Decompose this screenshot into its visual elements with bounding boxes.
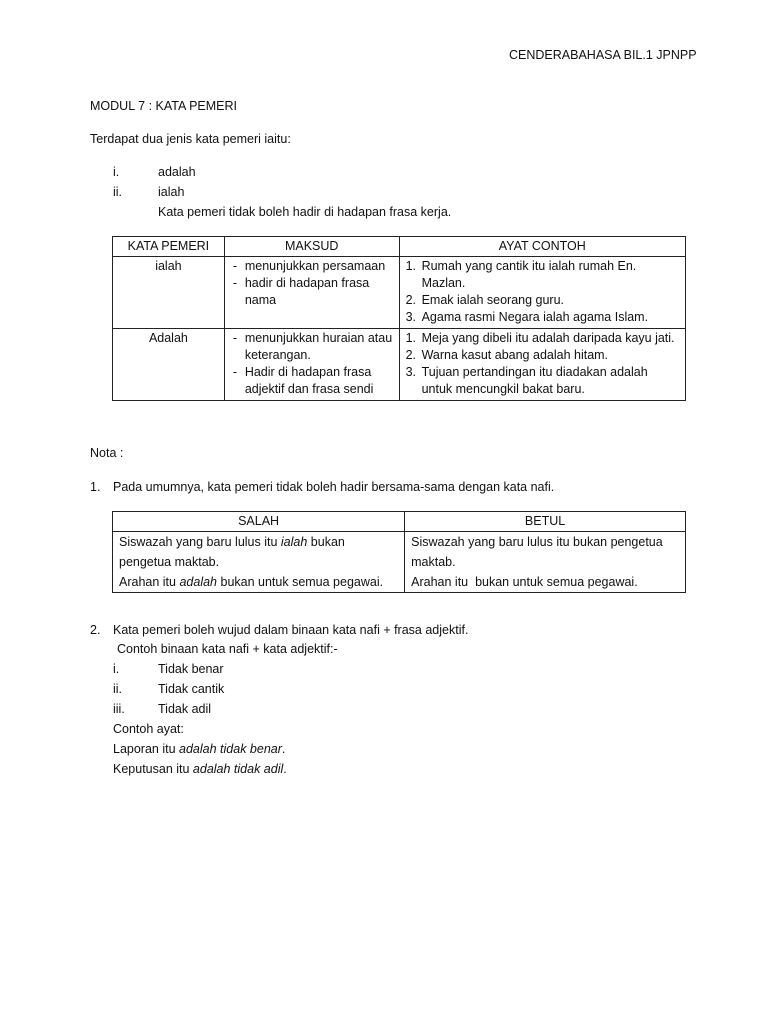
contoh-cell (399, 329, 685, 401)
point-text: Pada umumnya, kata pemeri tidak boleh hadir bersama-sama dengan kata nafi. (113, 480, 555, 494)
sentence: Siswazah yang baru lulus itu bukan pengetua maktab. (411, 535, 663, 569)
type-text: adalah (158, 165, 196, 179)
list-item: - menunjukkan huraian atau keterangan. (231, 330, 393, 364)
list-item: - Hadir di hadapan frasa adjektif dan frasa sendi (231, 364, 393, 398)
list-item: 1. Meja yang dibeli itu adalah daripada kayu jati. (405, 331, 675, 345)
emphasis: adalah tidak adil (192, 762, 284, 776)
kata-cell: Adalah (113, 329, 225, 401)
type-label: ii. (113, 185, 123, 199)
kata-cell: ialah (113, 257, 225, 329)
table-row (113, 329, 686, 401)
column-header: KATA PEMERI (113, 237, 225, 257)
table-header-row (113, 237, 686, 257)
contoh-cell (399, 257, 685, 329)
list-item: 3. Tujuan pertandingan itu diadakan adalah untuk mencungkil bakat baru. (405, 365, 648, 396)
intro-text: Terdapat dua jenis kata pemeri iaitu: (90, 132, 291, 146)
example-label: iii. (113, 702, 125, 716)
example-label: i. (113, 662, 120, 676)
list-item: 2. Emak ialah seorang guru. (405, 293, 565, 307)
list-item-text: Warna kasut abang adalah hitam. (421, 348, 609, 362)
maksud-cell (224, 257, 399, 329)
emphasis: ialah (280, 535, 308, 549)
list-item-text: Agama rasmi Negara ialah agama Islam. (421, 310, 649, 324)
point-text: Kata pemeri boleh wujud dalam binaan kata nafi + frasa adjektif. (113, 623, 469, 637)
list-item-text: Meja yang dibeli itu adalah daripada kayu jati. (421, 331, 675, 345)
header-label: CENDERABAHASA BIL.1 JPNPP (509, 48, 697, 62)
salah-betul-table (112, 511, 686, 593)
example-sentence: Laporan itu adalah tidak benar. (113, 742, 286, 756)
list-item-text: Tujuan pertandingan itu diadakan adalah untuk mencungkil bakat baru. (421, 365, 648, 396)
point-number: 1. (90, 480, 101, 494)
example-text: Tidak benar (158, 662, 224, 676)
sentence: Arahan itu adalah bukan untuk semua pegawai. (119, 575, 384, 589)
list-item-text: Rumah yang cantik itu ialah rumah En. Mazlan. (421, 259, 637, 290)
list-item: 2. Warna kasut abang adalah hitam. (405, 348, 609, 362)
list-item: 1. Rumah yang cantik itu ialah rumah En. Mazlan. (405, 259, 637, 290)
maksud-cell (224, 329, 399, 401)
list-item: - menunjukkan persamaan (231, 258, 393, 275)
types-note: Kata pemeri tidak boleh hadir di hadapan frasa kerja. (158, 205, 452, 219)
emphasis: adalah tidak benar (179, 742, 282, 756)
list-item: - hadir di hadapan frasa nama (231, 275, 393, 309)
table-row (113, 532, 686, 593)
list-item: 3. Agama rasmi Negara ialah agama Islam. (405, 310, 649, 324)
sub-text: Contoh binaan kata nafi + kata adjektif:- (117, 642, 338, 656)
column-header: AYAT CONTOH (399, 237, 685, 257)
column-header: MAKSUD (224, 237, 399, 257)
page-title: MODUL 7 : KATA PEMERI (90, 99, 238, 113)
sentence: Arahan itu bukan untuk semua pegawai. (411, 575, 638, 589)
list-item-text: Emak ialah seorang guru. (421, 293, 565, 307)
column-header: BETUL (405, 512, 686, 532)
type-label: i. (113, 165, 120, 179)
type-text: ialah (158, 185, 185, 199)
example-sentence: Keputusan itu adalah tidak adil. (113, 762, 287, 776)
example-text: Tidak adil (158, 702, 212, 716)
kata-pemeri-table (112, 236, 686, 401)
sentence: Siswazah yang baru lulus itu ialah bukan pengetua maktab. (119, 535, 345, 569)
point-number: 2. (90, 623, 101, 637)
nota-label: Nota : (90, 446, 124, 460)
example-text: Tidak cantik (158, 682, 225, 696)
column-header: SALAH (113, 512, 405, 532)
table-row (113, 257, 686, 329)
table-header-row (113, 512, 686, 532)
betul-cell (405, 532, 686, 593)
contoh-label: Contoh ayat: (113, 722, 184, 736)
emphasis: adalah (179, 575, 218, 589)
example-label: ii. (113, 682, 123, 696)
salah-cell (113, 532, 405, 593)
